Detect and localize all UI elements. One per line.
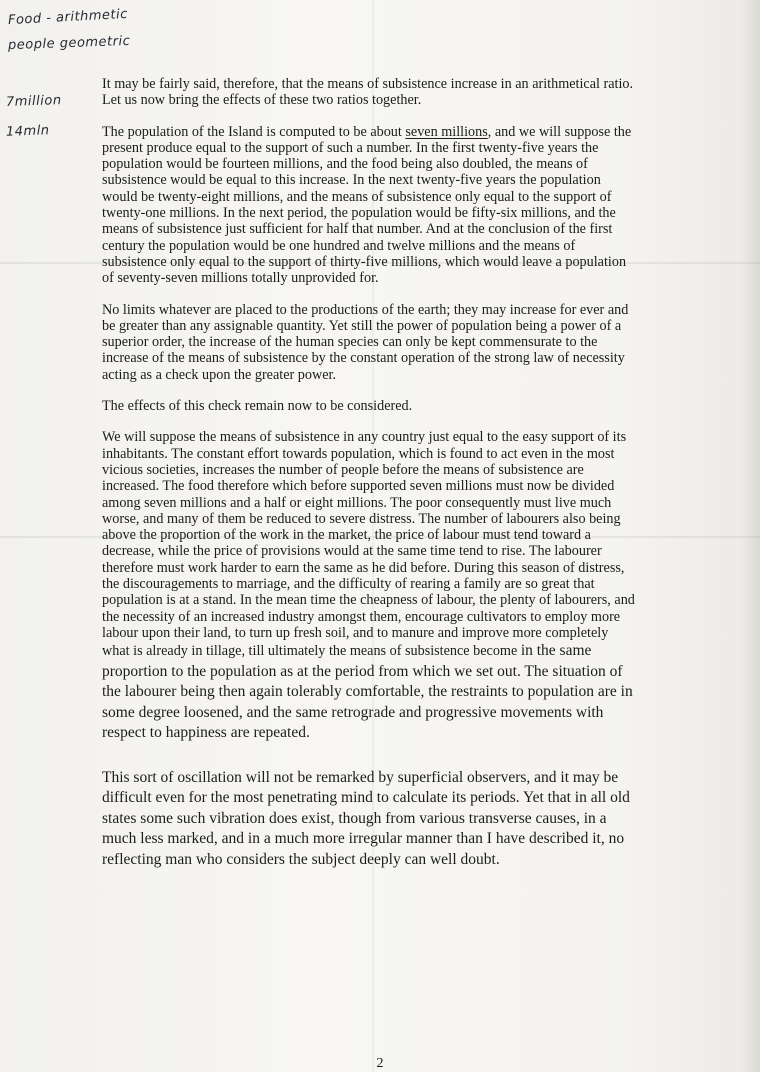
paragraph: This sort of oscillation will not be remarked by superficial observers, and it may be difficult even for the most penetrating mind to calculate its periods. Yet that in all old states some such vibration does exist, though from various transverse causes, in a much less marked, and in a much more irregular manner than I have described it, no reflecting man who considers the subject deeply can well doubt. xyxy=(102,768,630,868)
text-run: , and we will suppose the present produce equal to the support of such a number. In the first twenty-five years the population would be fourteen millions, and the food being also doubled, the means of subsistence would be equal to this increase. In the next twenty-five years the population would be twenty-eight millions, and the means of subsistence only equal to the support of twenty-one millions. In the next period, the population would be fifty-six millions, and the means of subsistence just sufficient for half that number. And at the conclusion of the first century the population would be one hundred and twelve millions and the means of subsistence only equal to the support of thirty-five millions, which would leave a population of seventy-seven millions totally unprovided for. xyxy=(102,123,632,287)
paragraph: The effects of this check remain now to be considered. xyxy=(102,398,413,415)
paragraph xyxy=(102,429,638,743)
body-text xyxy=(102,76,638,885)
paragraph xyxy=(102,124,638,287)
handwritten-note: people geometric xyxy=(7,33,131,54)
handwritten-note: 14mln xyxy=(5,123,50,140)
text-run: We will suppose the means of subsistence in any country just equal to the easy support of its inhabitants. The constant effort towards population, which is found to act even in the most vicious societies, increases the number of people before the means of subsistence are increased. The food therefore which before supported seven millions must now be divided among seven millions and a half or eight millions. The poor consequently must live much worse, and many of them be reduced to severe distress. The number of labourers also being above the proportion of the work in the market, the price of labour must tend toward a decrease, while the price of provisions would at the same time tend to rise. The labourer therefore must work harder to earn the same as he did before. During this season of distress, the discouragements to marriage, and the difficulty of rearing a family are so great that population is at a stand. In the mean time the cheapness of labour, the plenty of labourers, and the necessity of an increased industry amongst them, encourage cultivators to employ more labour upon their land, to turn up fresh soil, and to manure and improve more completely what is already in tillage, till ultimately the means of subsistence become xyxy=(102,429,635,660)
paragraph: It may be fairly said, therefore, that the means of subsistence increase in an arithmetical ratio. Let us now bring the effects of these two ratios together. xyxy=(102,76,634,109)
underlined-text: seven millions xyxy=(405,123,488,140)
page-number: 2 xyxy=(376,1056,384,1071)
paragraph: No limits whatever are placed to the productions of the earth; they may increase for ever and be greater than any assignable quantity. Yet still the power of population being a power of a superior order, the increase of the human species can only be kept commensurate to the increase of the means of subsistence by the constant operation of the strong law of necessity acting as a check upon the greater power. xyxy=(102,301,629,383)
paper-edge-shadow xyxy=(742,0,760,1072)
text-run: in the same proportion to the population as at the period from which we set out. The situation of the labourer being then again tolerably comfortable, the restraints to population are in some degree loosened, and the same retrograde and progressive movements with respect to happiness are repeated. xyxy=(102,642,633,742)
text-run: The population of the Island is computed to be about xyxy=(102,123,406,140)
handwritten-note: 7million xyxy=(5,93,62,110)
handwritten-note: Food - arithmetic xyxy=(7,6,129,29)
